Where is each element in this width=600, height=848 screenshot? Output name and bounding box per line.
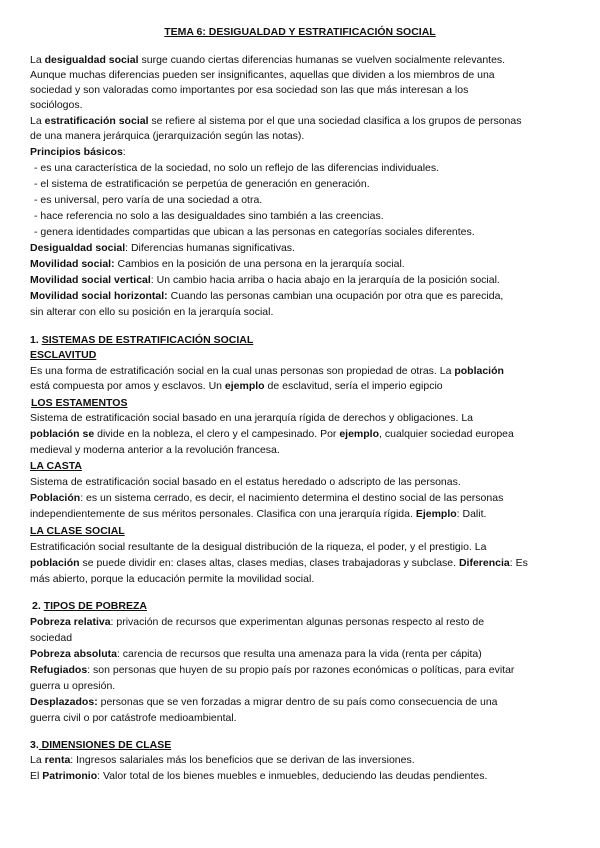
term: Ejemplo [415,508,457,520]
text: El [30,770,43,782]
definition-line [30,753,576,768]
term: población [30,557,80,569]
definition-line [30,647,576,662]
paragraph-line: guerra civil o por catástrofe medioambiental. [30,712,237,724]
text: La [30,115,45,127]
term: Diferencia [458,557,510,569]
term: Desplazados: [30,696,98,708]
term: ejemplo [339,428,380,440]
document-title: TEMA 6: DESIGUALDAD Y ESTRATIFICACIÓN SOCIAL [164,26,436,38]
paragraph-line [30,114,576,129]
term: Desigualdad social [30,242,126,254]
definition-line [30,289,576,304]
text: se puede dividir en: clases altas, clases medias, clases trabajadoras y subclase. [79,557,459,569]
principle-item: - hace referencia no solo a las desigualdades sino también a las creencias. [34,210,384,222]
text: , cualquier sociedad europea [379,428,514,440]
paragraph-line [30,427,576,442]
text: ESCLAVITUD [30,349,97,361]
paragraph-line: sociedad y son valoradas como importantes por esa sociedad son las que más interesan a los [30,84,469,96]
text: surge cuando ciertas diferencias humanas se vuelven socialmente relevantes. [138,54,506,66]
text: : Diferencias humanas significativas. [125,242,295,254]
term-estratificacion-social: estratificación social [44,115,149,127]
term: población se [30,428,95,440]
term: Movilidad social horizontal: [30,290,168,302]
text: : carencia de recursos que resulta una amenaza para la vida (renta per cápita) [116,648,482,660]
term: Pobreza relativa [30,616,111,628]
term: renta [44,754,71,766]
term: Pobreza absoluta [30,648,117,660]
text: : Es [509,557,528,569]
text: : Dalit. [456,508,487,520]
section-title: SISTEMAS DE ESTRATIFICACIÓN SOCIAL [41,334,254,346]
definition-line: sin alterar con ello su posición en la jerarquía social. [30,306,274,318]
text: personas que se ven forzadas a migrar dentro de su país como consecuencia de una [97,696,498,708]
text: Es una forma de estratificación social en la cual unas personas son propiedad de otras. La [30,365,455,377]
text: : [122,146,126,158]
term-desigualdad-social: desigualdad social [44,54,139,66]
text: La [30,54,45,66]
paragraph-line [30,364,576,379]
definition-line [30,273,576,288]
paragraph-line: sociedad [30,632,73,644]
paragraph-line: Sistema de estratificación social basado en una jerarquía rígida de derechos y obligaciones. La [30,412,474,424]
paragraph-line [30,53,576,68]
text: : Ingresos salariales más los beneficios que se derivan de las inversiones. [70,754,415,766]
definition-line [30,695,576,710]
text: : Un cambio hacia arriba o hacia abajo en la jerarquía de la posición social. [150,274,500,286]
paragraph-line: guerra u opresión. [30,680,116,692]
section-heading-3 [30,738,576,753]
text: : Valor total de los bienes muebles e inmuebles, deduciendo las deudas pendientes. [97,770,488,782]
text: divide en la nobleza, el clero y el campesinado. Por [94,428,340,440]
term: Patrimonio [42,770,98,782]
text: está compuesta por amos y esclavos. Un [30,380,225,392]
principles-label [30,145,576,160]
paragraph-line: de una manera jerárquica (jerarquización según las notas). [30,130,305,142]
section-number: 3. [30,739,39,751]
text: Cuando las personas cambian una ocupación por otra que es parecida, [167,290,504,302]
definition-line [30,615,576,630]
paragraph-line: sociólogos. [30,99,83,111]
text: LA CLASE SOCIAL [30,525,125,537]
section-title: TIPOS DE POBREZA [43,600,147,612]
term: Movilidad social: [30,258,115,270]
text: La [30,754,45,766]
subheading-esclavitud [30,348,576,363]
paragraph-line: más abierto, porque la educación permite la movilidad social. [30,573,315,585]
definition-line [30,241,576,256]
text: LA CASTA [30,460,82,472]
term: Movilidad social vertical [30,274,151,286]
principle-item: - es universal, pero varía de una sociedad a otra. [34,194,263,206]
principle-item: - el sistema de estratificación se perpetúa de generación en generación. [34,178,370,190]
definition-line [30,257,576,272]
paragraph-line [30,556,576,571]
term: Población [30,492,81,504]
subheading-casta [30,459,576,474]
text: de esclavitud, sería el imperio egipcio [264,380,443,392]
subheading-clase-social [30,524,576,539]
text: independientemente de sus méritos personales. Clasifica con una jerarquía rígida. [30,508,416,520]
section-title: DIMENSIONES DE CLASE [38,739,172,751]
principle-item: - genera identidades compartidas que ubican a las personas en categorías sociales diferentes. [34,226,475,238]
paragraph-line [30,491,576,506]
term: población [454,365,504,377]
section-number: 2. [32,600,44,612]
text: Principios básicos [30,146,123,158]
paragraph-line: Aunque muchas diferencias pueden ser insignificantes, aquellas que dividen a los miembros de una [30,69,495,81]
text: Cambios en la posición de una persona en la jerarquía social. [114,258,405,270]
definition-line [30,769,576,784]
definition-line [30,663,576,678]
principle-item: - es una característica de la sociedad, no solo un reflejo de las diferencias individuales. [34,162,440,174]
section-heading-1 [30,333,576,348]
paragraph-line: Estratificación social resultante de la desigual distribución de la riqueza, el poder, y el prestigio. La [30,541,487,553]
paragraph-line: medieval y moderna anterior a la revolución francesa. [30,444,280,456]
section-number: 1. [30,334,42,346]
text: : privación de recursos que experimentan algunas personas respecto al resto de [110,616,485,628]
text: se refiere al sistema por el que una sociedad clasifica a los grupos de personas [148,115,522,127]
paragraph-line: Sistema de estratificación social basado en el estatus heredado o adscripto de las personas. [30,476,461,488]
text: LOS ESTAMENTOS [31,397,128,409]
paragraph-line [30,507,576,522]
term: ejemplo [224,380,265,392]
term: Refugiados [30,664,88,676]
text: : son personas que huyen de su propio país por razones económicas o políticas, para evitar [87,664,515,676]
subheading-estamentos [31,396,577,411]
paragraph-line [30,379,576,394]
text: : es un sistema cerrado, es decir, el nacimiento determina el destino social de las personas [80,492,504,504]
section-heading-2 [32,599,578,614]
